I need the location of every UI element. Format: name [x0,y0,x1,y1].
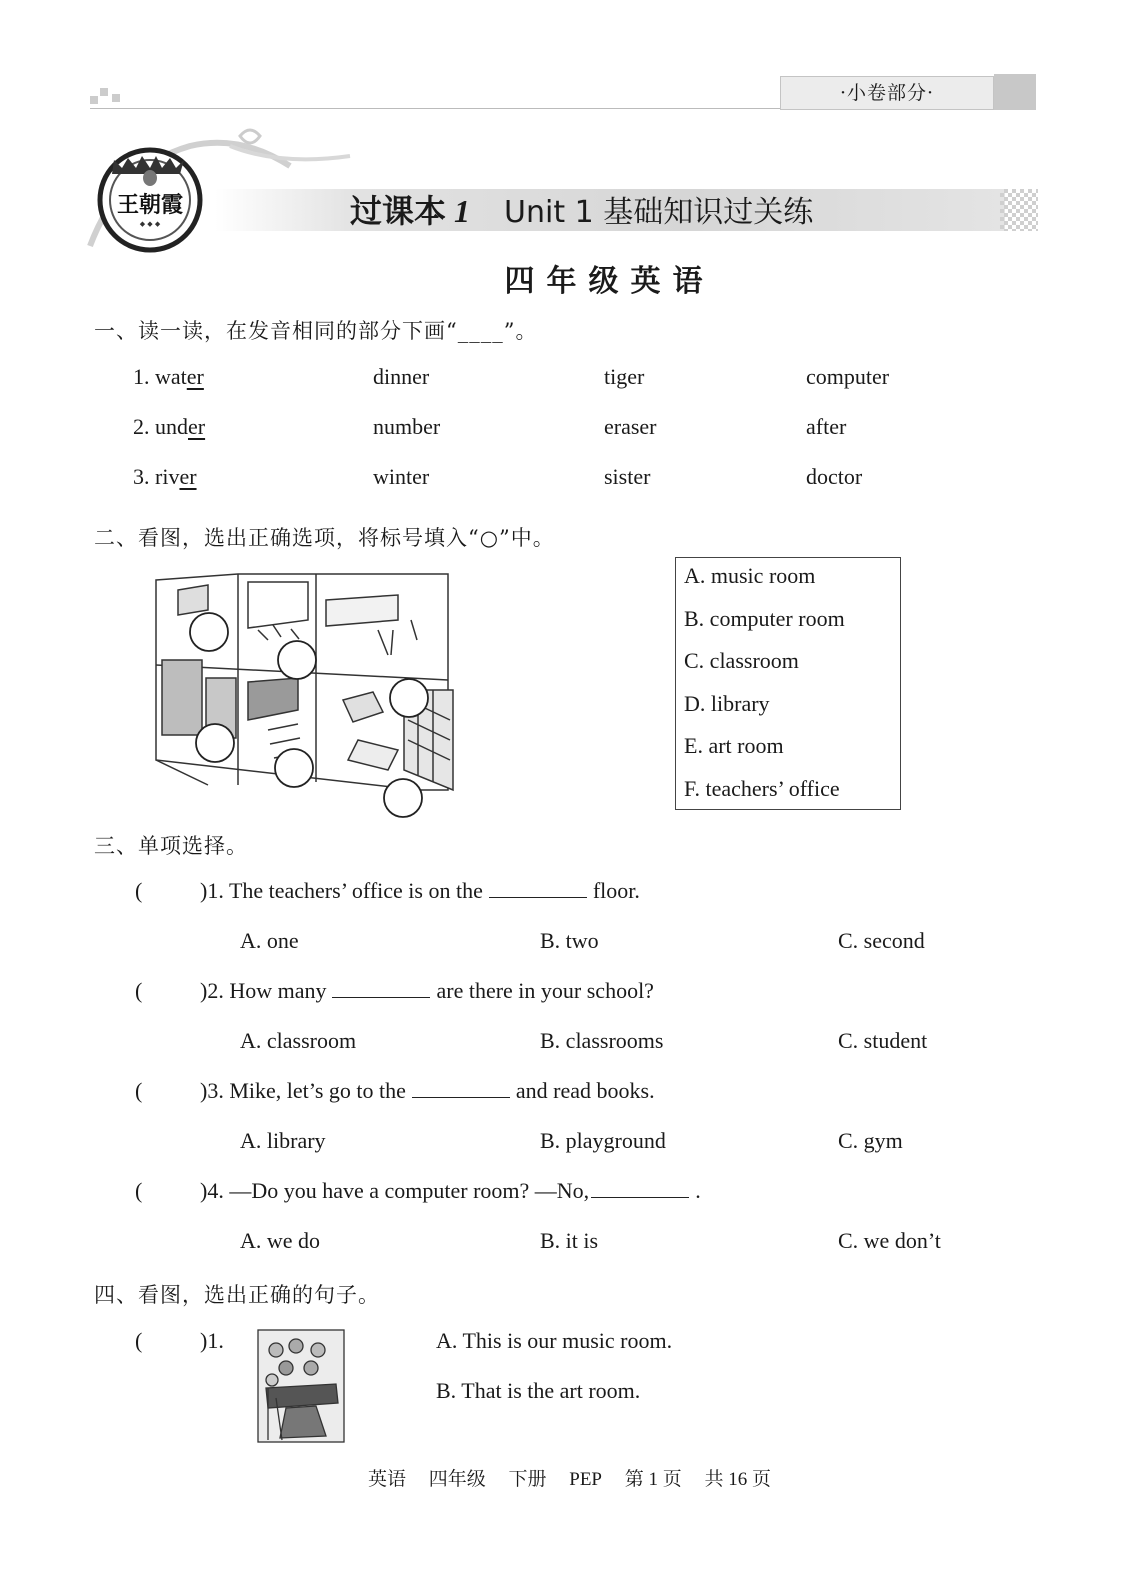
footer-volume: 下册 [508,1469,547,1490]
title-main: Unit 1 基础知识过关练 [504,195,814,230]
option-b: B. computer room [684,606,845,631]
option-f: F. teachers’ office [684,776,840,801]
corner-decoration [90,96,98,104]
s1-row2-first: 2. under [133,414,206,439]
question-1: )1. The teachers’ office is on the floor. [200,878,640,903]
school-building-illustration [148,570,458,822]
answer-paren-open: ( [135,978,143,1003]
s1-row1-word2: dinner [373,364,430,389]
s1-row3-word2: winter [373,464,430,489]
answer-paren-open: ( [135,878,143,903]
brand-logo [92,138,208,254]
answer-blank [412,1079,510,1098]
subtitle: 四年级英语 [504,264,715,299]
title-checker [1000,189,1038,231]
s1-row1-word4: computer [806,364,890,389]
q1-choice-a: A. one [240,928,299,953]
question-4: )4. —Do you have a computer room? —No, . [200,1178,701,1203]
corner-decoration [112,94,120,102]
section-tag: ·小卷部分· [780,76,994,110]
q1-choice-c: C. second [838,928,925,953]
q2-choice-a: A. classroom [240,1028,357,1053]
footer-page: 第 1 页 [624,1469,682,1490]
s1-row1-word3: tiger [604,364,645,389]
q4-choice-c: C. we don’t [838,1228,941,1253]
q2-choice-c: C. student [838,1028,928,1053]
q1-choice-b: B. two [540,928,599,953]
q3-choice-c: C. gym [838,1128,903,1153]
footer-subject: 英语 [367,1469,406,1490]
section4-heading: 四、看图，选出正确的句子。 [94,1283,380,1307]
options-box [675,557,901,810]
q2-choice-b: B. classrooms [540,1028,664,1053]
svg-text:◆ ◆ ◆: ◆ ◆ ◆ [139,220,161,228]
option-e: E. art room [684,733,784,758]
title-prefix: 过课本 [350,192,447,230]
page-footer [0,1464,1139,1491]
footer-edition: PEP [569,1469,602,1490]
s1-row3-word3: sister [604,464,651,489]
section2-heading: 二、看图，选出正确选项，将标号填入“○”中。 [94,526,555,550]
s1-row2-word4: after [806,414,847,439]
tag-accent [994,74,1036,110]
corner-decoration [100,88,108,96]
answer-paren-open: ( [135,1178,143,1203]
option-c: C. classroom [684,648,799,673]
option-d: D. library [684,691,770,716]
page-title [350,188,813,234]
answer-blank [489,879,587,898]
q4-choice-a: A. we do [240,1228,321,1253]
s1-row2-word2: number [373,414,441,439]
s1-row2-word3: eraser [604,414,657,439]
section1-heading: 一、读一读，在发音相同的部分下画“____”。 [94,319,538,343]
title-number: 1 [454,193,471,229]
answer-blank [591,1179,689,1198]
q3-choice-b: B. playground [540,1128,666,1153]
footer-total: 共 16 页 [704,1469,772,1490]
s1-row3-word4: doctor [806,464,863,489]
music-room-illustration [256,1328,346,1444]
s4-choice-b: B. That is the art room. [436,1378,641,1403]
section3-heading: 三、单项选择。 [94,834,248,858]
answer-paren-open: ( [135,1078,143,1103]
s1-row3-first: 3. river [133,464,197,489]
svg-text:王朝霞: 王朝霞 [116,192,184,218]
q3-choice-a: A. library [240,1128,326,1153]
question-2: )2. How many are there in your school? [200,978,654,1003]
footer-grade: 四年级 [428,1469,486,1490]
option-a: A. music room [684,563,816,588]
answer-paren-open: ( [135,1328,143,1353]
q4-choice-b: B. it is [540,1228,599,1253]
s1-row1-first: 1. water [133,364,204,389]
s4-question-1-number: )1. [200,1328,224,1353]
question-3: )3. Mike, let’s go to the and read books. [200,1078,655,1103]
s4-choice-a: A. This is our music room. [436,1328,673,1353]
answer-blank [332,979,430,998]
